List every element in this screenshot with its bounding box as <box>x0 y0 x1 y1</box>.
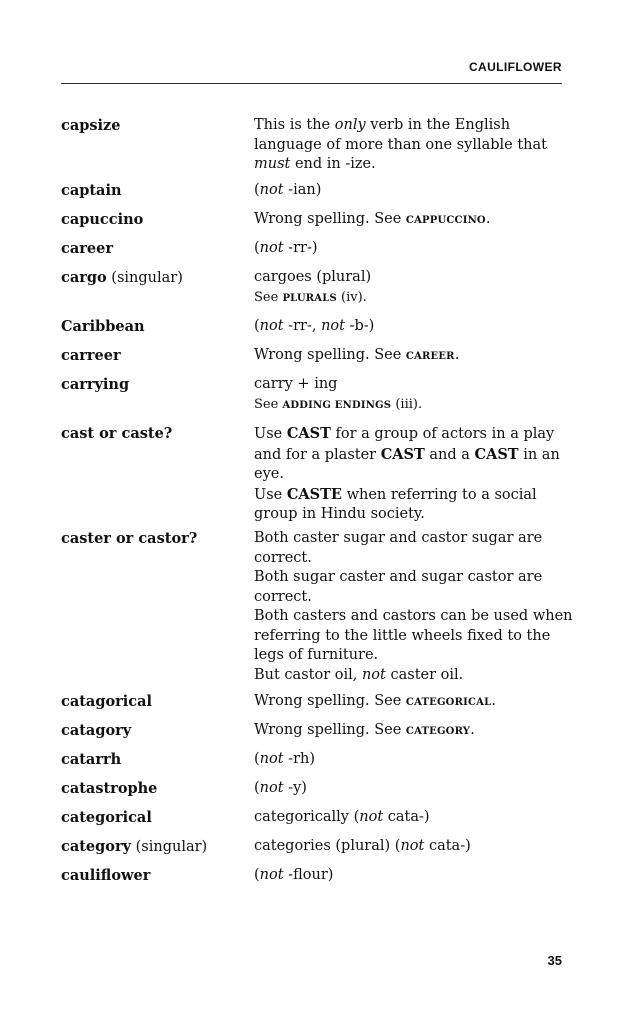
header-rule <box>61 83 562 84</box>
entry-categorical <box>61 808 566 837</box>
entry-category <box>61 837 566 866</box>
entry-captain <box>61 181 566 210</box>
entry-term: capsize <box>61 117 121 134</box>
entry-definition: (not -flour) <box>254 867 334 883</box>
entry-definition: cargoes (plural) See PLURALS (iv). <box>254 269 372 305</box>
entry-term: catagory <box>61 722 132 739</box>
entry-term: cauliflower <box>61 867 151 884</box>
entry-carreer <box>61 346 566 375</box>
entry-definition: Wrong spelling. See CAPPUCCINO. <box>254 211 491 227</box>
entry-definition: Wrong spelling. See CAREER. <box>254 347 460 363</box>
entry-term: carrying <box>61 376 130 393</box>
cross-reference: PLURALS <box>282 292 337 304</box>
entry-definition: Use CAST for a group of actors in a play and for a plaster CAST and a CAST in an eye. Use CASTE when referring to a social group in Hindu society. <box>254 425 560 522</box>
entry-term: career <box>61 240 113 257</box>
entry-term: cargo (singular) <box>61 269 183 286</box>
entry-term: carreer <box>61 347 121 364</box>
entry-term: Caribbean <box>61 318 145 335</box>
entry-term: category (singular) <box>61 838 208 855</box>
cross-reference: CAPPUCCINO <box>405 215 486 226</box>
entry-cauliflower <box>61 866 566 895</box>
entry-definition: (not -rh) <box>254 751 316 767</box>
entry-definition: (not -ian) <box>254 182 322 198</box>
entry-definition: categories (plural) (not cata-) <box>254 838 471 854</box>
entry-term: catastrophe <box>61 780 158 797</box>
cross-reference: ADDING ENDINGS <box>282 399 392 411</box>
entry-carrying <box>61 375 566 424</box>
entry-cargo <box>61 268 566 317</box>
entry-career <box>61 239 566 268</box>
entry-capsize <box>61 116 566 181</box>
entry-term: catarrh <box>61 751 122 768</box>
entry-definition: (not -rr-) <box>254 240 318 256</box>
entry-definition: Both caster sugar and castor sugar are correct. Both sugar caster and sugar castor are correct. Both casters and castors can be used when referring to the little wheels fixed to the legs of furniture. But castor oil, not caster oil. <box>254 530 573 683</box>
entry-definition: Wrong spelling. See CATEGORICAL. <box>254 693 496 709</box>
entry-list <box>61 116 573 895</box>
entry-definition: categorically (not cata-) <box>254 809 430 825</box>
entry-term: captain <box>61 182 122 199</box>
entry-catastrophe <box>61 779 566 808</box>
entry-definition: (not -rr-, not -b-) <box>254 318 375 334</box>
entry-cast-or-caste <box>61 424 566 529</box>
entry-term: capuccino <box>61 211 144 228</box>
entry-caribbean <box>61 317 566 346</box>
cross-reference: CATEGORY <box>405 726 471 737</box>
entry-definition: (not -y) <box>254 780 307 796</box>
cross-reference: CAREER <box>405 351 455 362</box>
entry-catarrh <box>61 750 566 779</box>
entry-caster-or-castor <box>61 529 573 692</box>
page-number: 35 <box>547 953 562 968</box>
entry-catagory <box>61 721 566 750</box>
cross-reference: CATEGORICAL <box>405 697 492 708</box>
entry-term: cast or caste? <box>61 425 173 442</box>
running-head: CAULIFLOWER <box>468 60 562 74</box>
entry-capuccino <box>61 210 566 239</box>
entry-definition: This is the only verb in the English language of more than one syllable that must end in -ize. <box>254 117 547 172</box>
entry-definition: Wrong spelling. See CATEGORY. <box>254 722 475 738</box>
entry-catagorical <box>61 692 566 721</box>
entry-term: categorical <box>61 809 152 826</box>
entry-definition: carry + ing See ADDING ENDINGS (iii). <box>254 376 423 412</box>
entry-term: catagorical <box>61 693 153 710</box>
entry-term: caster or castor? <box>61 530 198 547</box>
